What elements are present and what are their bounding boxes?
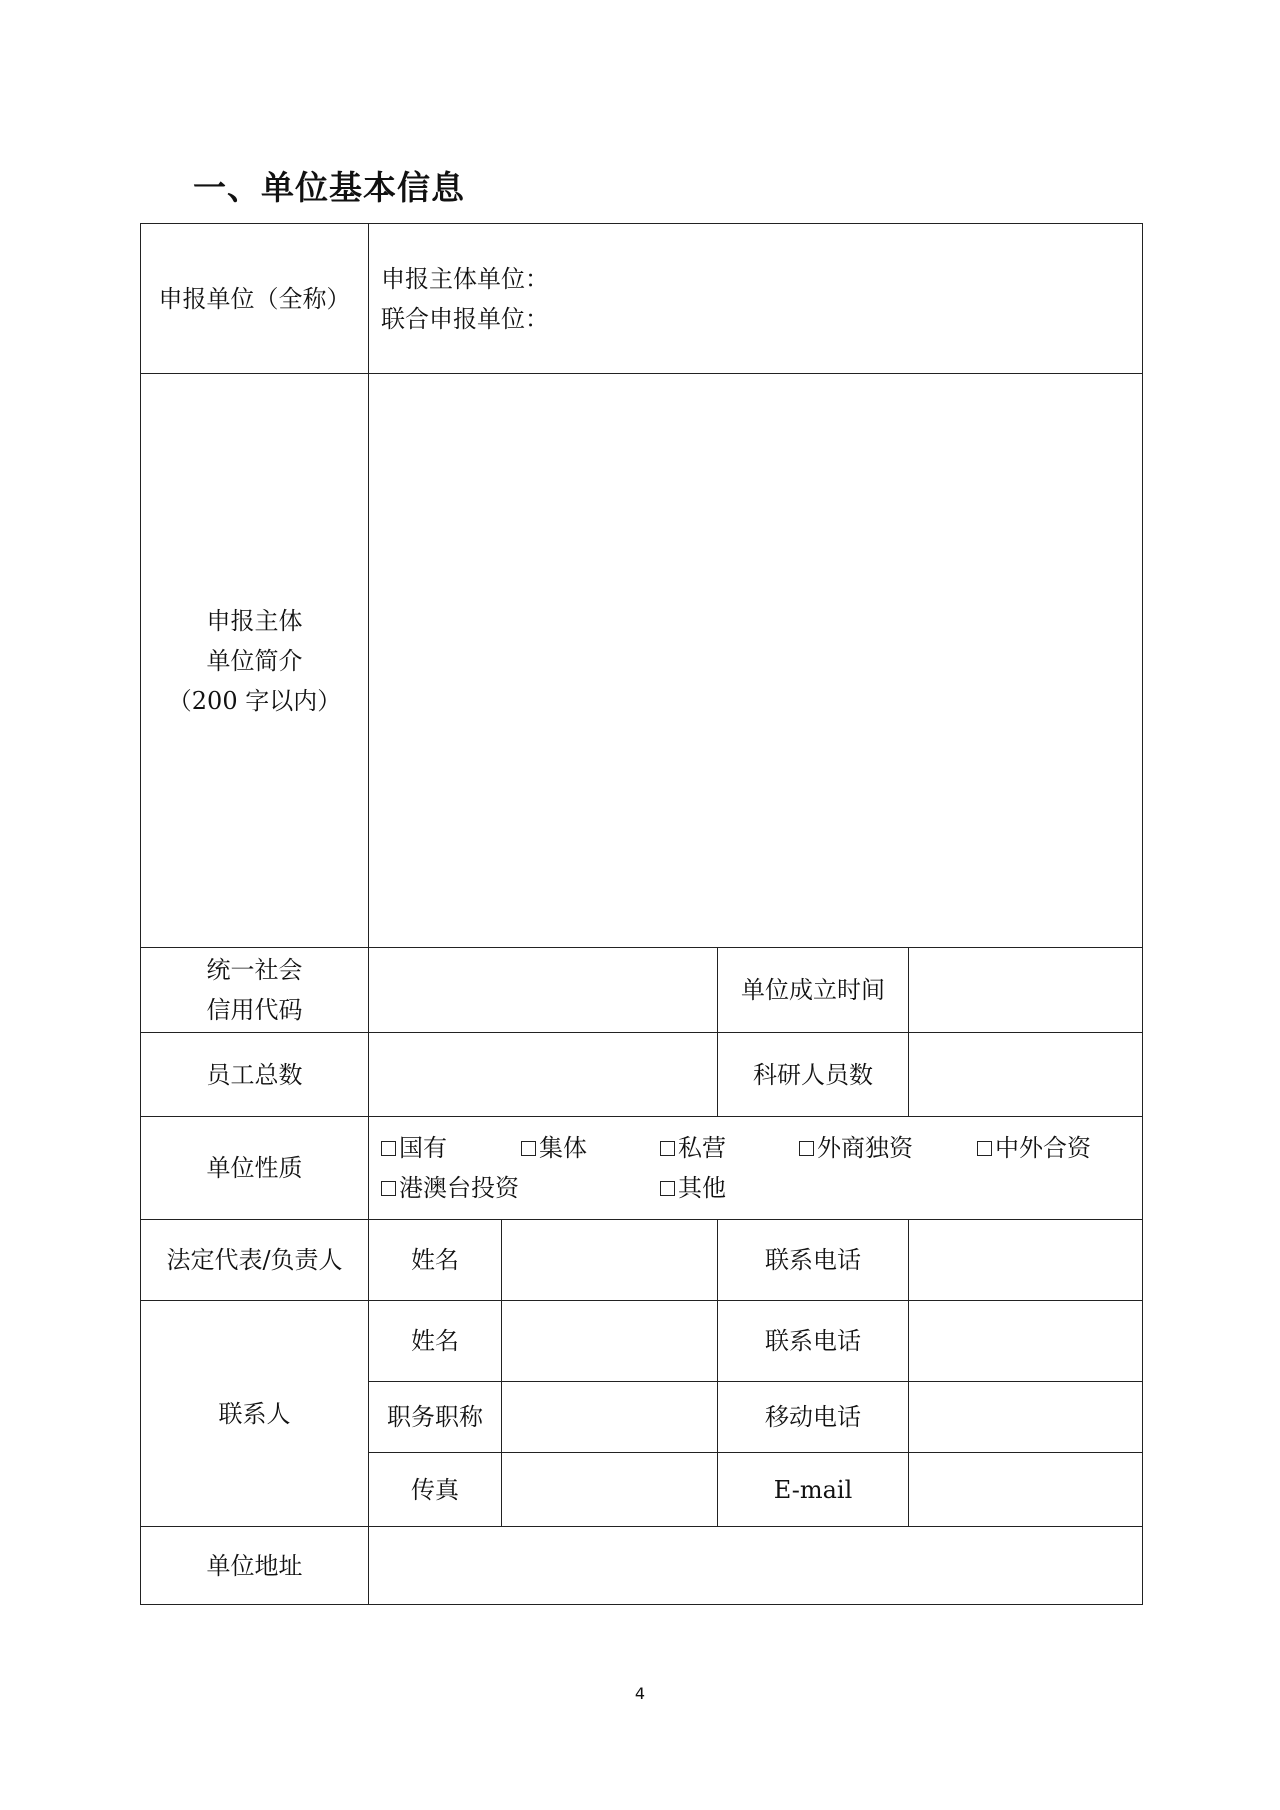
introduction-label-line2: 单位简介 bbox=[206, 646, 303, 675]
checkbox-icon[interactable] bbox=[799, 1141, 814, 1156]
introduction-label-line3: （200 字以内） bbox=[167, 686, 342, 715]
option-label: 私营 bbox=[678, 1134, 726, 1162]
legal-rep-name-field[interactable] bbox=[502, 1220, 718, 1301]
introduction-row bbox=[141, 374, 1143, 948]
established-time-field[interactable] bbox=[909, 948, 1143, 1033]
contact-email-field[interactable] bbox=[909, 1453, 1143, 1527]
checkbox-icon[interactable] bbox=[660, 1141, 675, 1156]
credit-code-label-line1: 统一社会 bbox=[206, 956, 303, 984]
contact-fax-label: 传真 bbox=[369, 1453, 502, 1527]
total-employees-field[interactable] bbox=[369, 1033, 718, 1117]
checkbox-icon[interactable] bbox=[521, 1141, 536, 1156]
contact-name-field[interactable] bbox=[502, 1301, 718, 1382]
employees-row bbox=[141, 1033, 1143, 1117]
contact-email-label: E-mail bbox=[718, 1453, 909, 1527]
option-foreign-owned[interactable] bbox=[799, 1128, 977, 1168]
main-applicant-label: 申报主体单位： bbox=[381, 264, 549, 293]
contact-title-field[interactable] bbox=[502, 1382, 718, 1453]
legal-rep-row bbox=[141, 1220, 1143, 1301]
joint-applicant-label: 联合申报单位： bbox=[381, 304, 549, 333]
checkbox-icon[interactable] bbox=[381, 1181, 396, 1196]
option-label: 集体 bbox=[539, 1134, 587, 1162]
researchers-field[interactable] bbox=[909, 1033, 1143, 1117]
option-sino-foreign-jv[interactable] bbox=[977, 1128, 1091, 1168]
contact-label: 联系人 bbox=[141, 1301, 369, 1527]
contact-title-label: 职务职称 bbox=[369, 1382, 502, 1453]
option-label: 外商独资 bbox=[817, 1134, 913, 1162]
unit-nature-label: 单位性质 bbox=[141, 1117, 369, 1220]
unit-nature-options-row2 bbox=[381, 1168, 1142, 1208]
contact-phone-label: 联系电话 bbox=[718, 1301, 909, 1382]
contact-name-label: 姓名 bbox=[369, 1301, 502, 1382]
contact-mobile-field[interactable] bbox=[909, 1382, 1143, 1453]
total-employees-label: 员工总数 bbox=[141, 1033, 369, 1117]
credit-code-row bbox=[141, 948, 1143, 1033]
checkbox-icon[interactable] bbox=[660, 1181, 675, 1196]
legal-rep-phone-field[interactable] bbox=[909, 1220, 1143, 1301]
introduction-field[interactable] bbox=[369, 374, 1143, 948]
credit-code-field[interactable] bbox=[369, 948, 718, 1033]
option-other[interactable] bbox=[660, 1168, 726, 1208]
checkbox-icon[interactable] bbox=[977, 1141, 992, 1156]
applicant-unit-row bbox=[141, 224, 1143, 374]
legal-rep-name-label: 姓名 bbox=[369, 1220, 502, 1301]
legal-rep-label: 法定代表/负责人 bbox=[141, 1220, 369, 1301]
option-hk-macao-taiwan[interactable] bbox=[381, 1168, 660, 1208]
applicant-unit-field[interactable] bbox=[369, 224, 1143, 374]
option-collective[interactable] bbox=[521, 1128, 660, 1168]
contact-row-1 bbox=[141, 1301, 1143, 1382]
contact-mobile-label: 移动电话 bbox=[718, 1382, 909, 1453]
unit-nature-options-row1 bbox=[381, 1128, 1142, 1168]
section-title: 一、单位基本信息 bbox=[193, 168, 465, 207]
option-label: 中外合资 bbox=[995, 1134, 1091, 1162]
credit-code-label-line2: 信用代码 bbox=[206, 996, 303, 1024]
unit-nature-options bbox=[369, 1117, 1143, 1220]
option-label: 国有 bbox=[399, 1134, 447, 1162]
option-private[interactable] bbox=[660, 1128, 799, 1168]
option-label: 其他 bbox=[678, 1174, 726, 1202]
contact-phone-field[interactable] bbox=[909, 1301, 1143, 1382]
legal-rep-phone-label: 联系电话 bbox=[718, 1220, 909, 1301]
page-number: 4 bbox=[634, 1684, 646, 1703]
unit-nature-row bbox=[141, 1117, 1143, 1220]
established-time-label: 单位成立时间 bbox=[718, 948, 909, 1033]
unit-info-form bbox=[140, 223, 1143, 1605]
option-state-owned[interactable] bbox=[381, 1128, 521, 1168]
contact-fax-field[interactable] bbox=[502, 1453, 718, 1527]
introduction-label-line1: 申报主体 bbox=[206, 606, 303, 635]
address-field[interactable] bbox=[369, 1527, 1143, 1605]
introduction-label bbox=[141, 374, 369, 948]
researchers-label: 科研人员数 bbox=[718, 1033, 909, 1117]
option-label: 港澳台投资 bbox=[399, 1174, 519, 1202]
address-row bbox=[141, 1527, 1143, 1605]
checkbox-icon[interactable] bbox=[381, 1141, 396, 1156]
credit-code-label bbox=[141, 948, 369, 1033]
address-label: 单位地址 bbox=[141, 1527, 369, 1605]
applicant-unit-label: 申报单位（全称） bbox=[141, 224, 369, 374]
